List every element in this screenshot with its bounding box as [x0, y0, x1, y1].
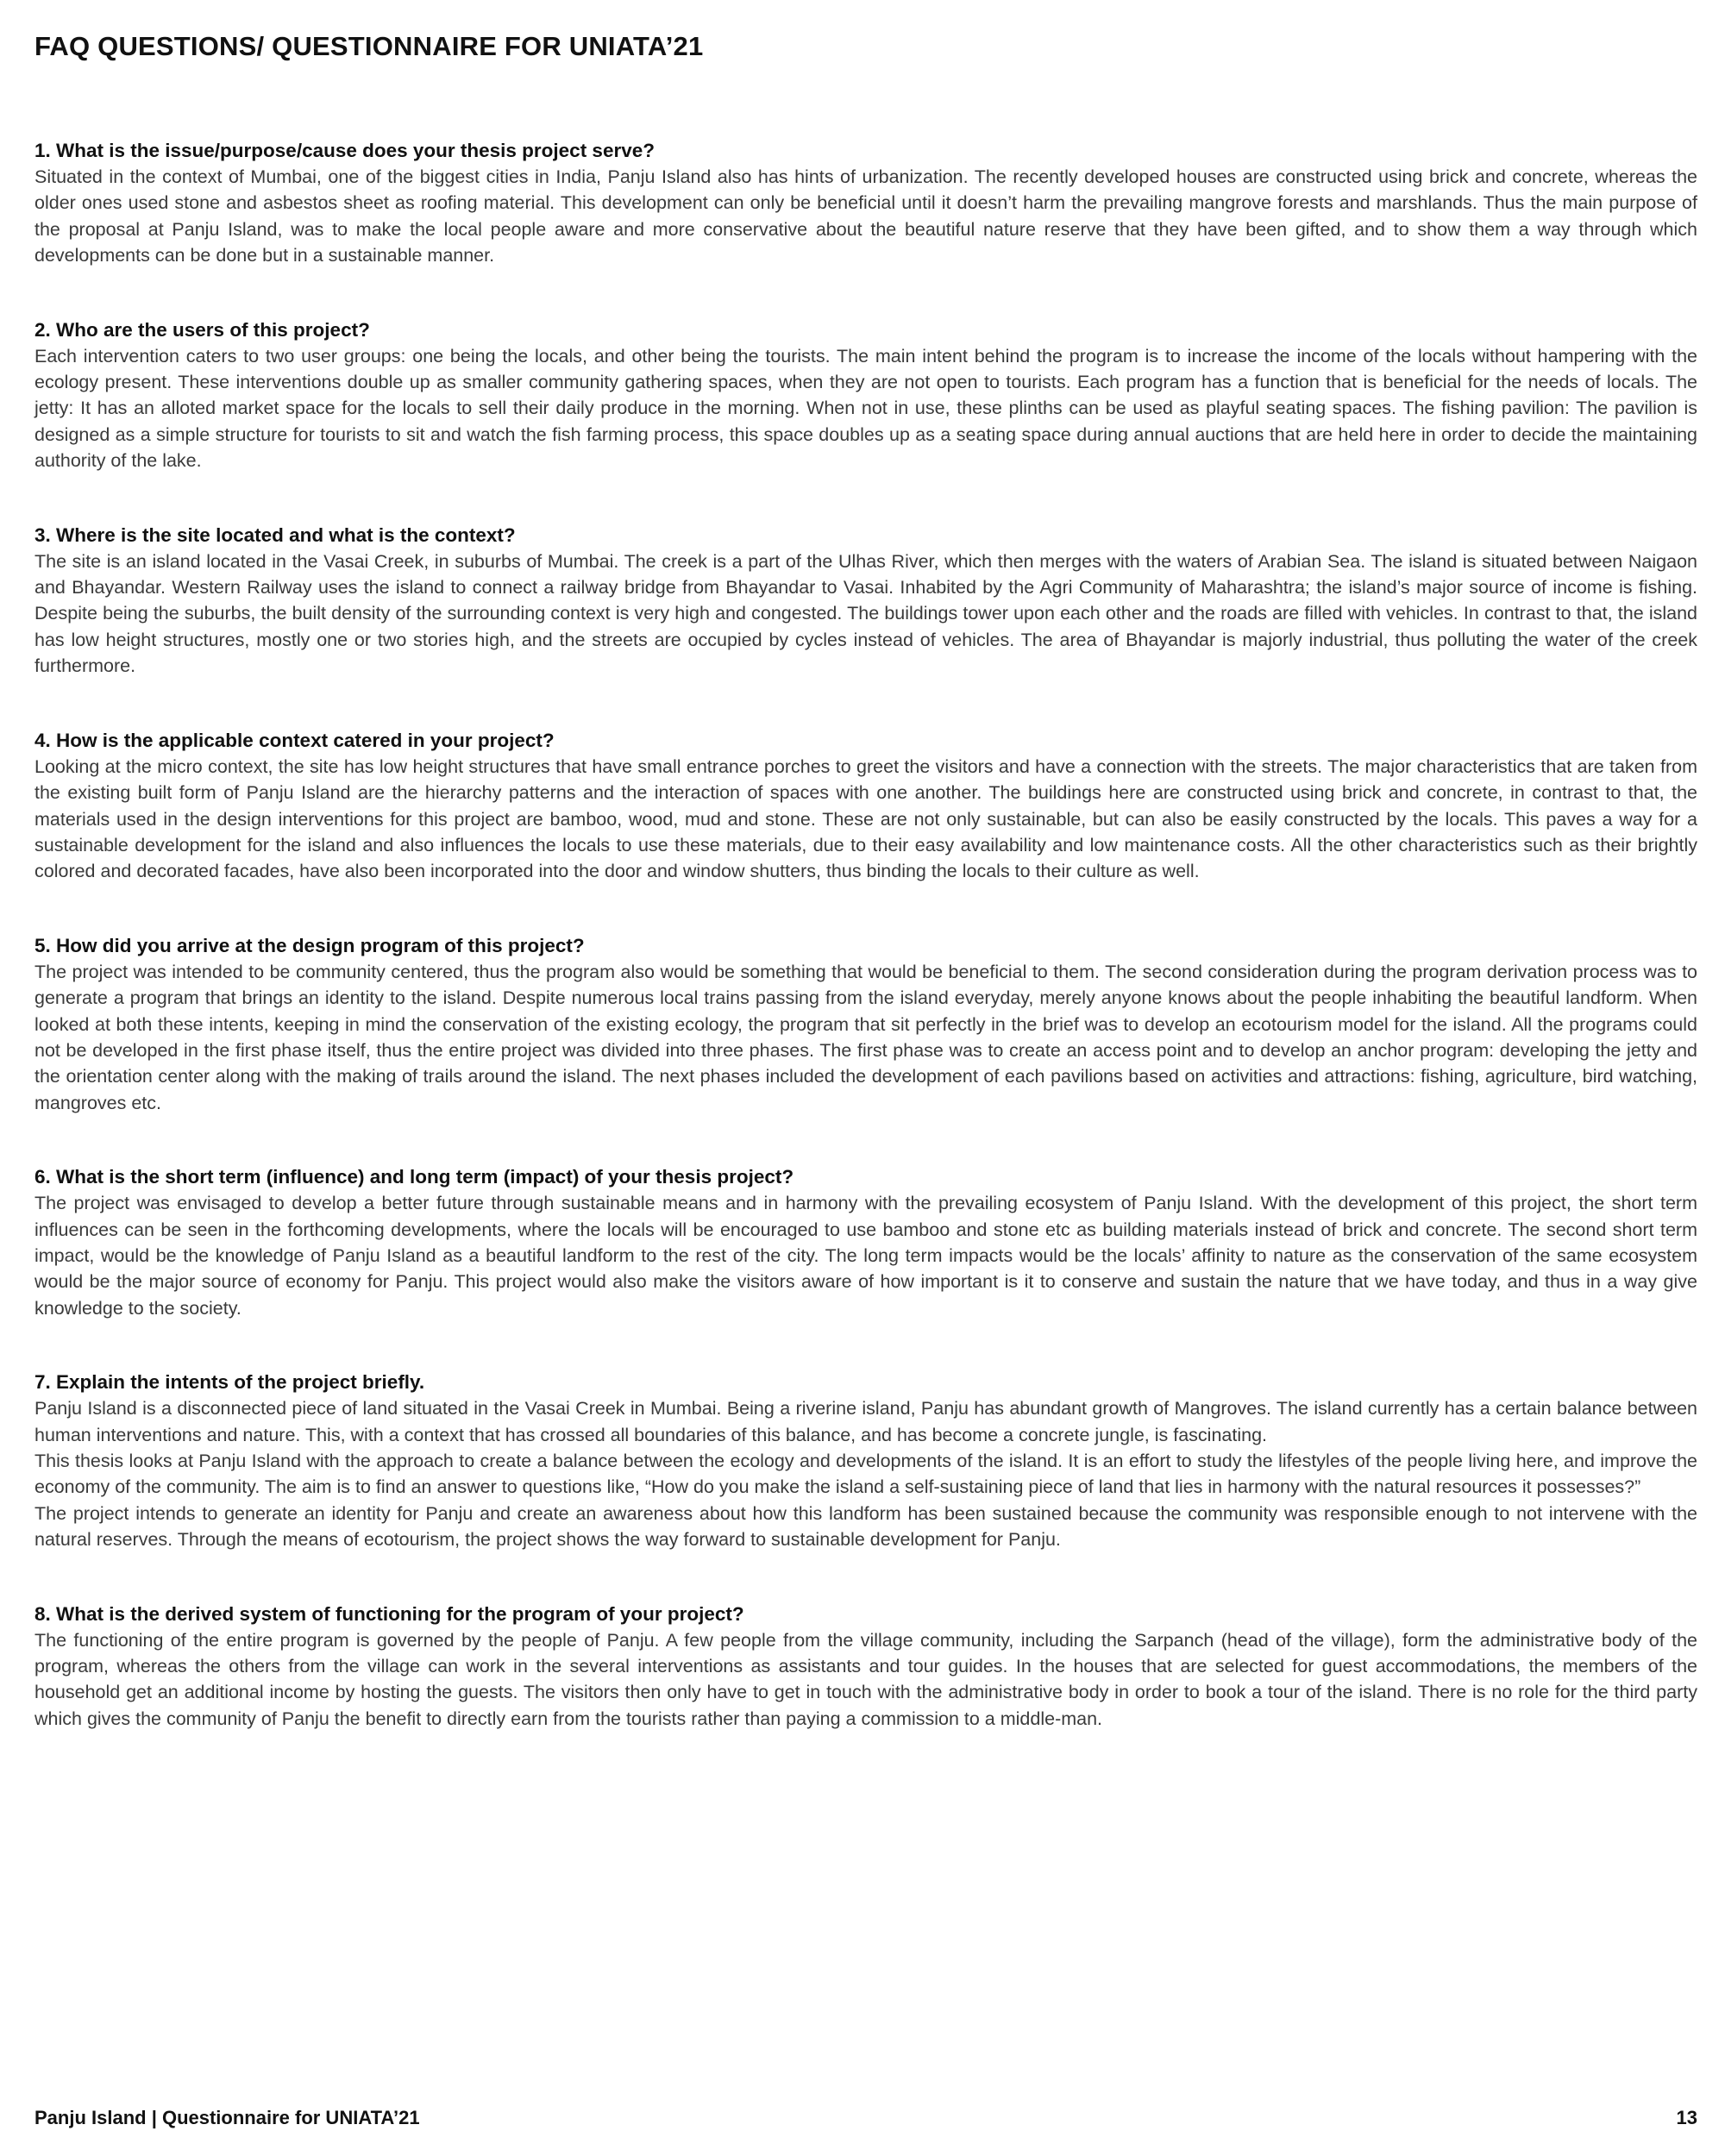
answer-paragraph: Looking at the micro context, the site has low height structures that have small entrance porches to greet the visitors and have a connection with the streets. The major characteristics that are taken from the existing built form of Panju Island are the hierarchy patterns and the interaction of spaces with one another. The buildings here are constructed using brick and concrete, in contrast to that, the materials used in the design interventions for this project are bamboo, wood, mud and stone. These are not only sustainable, but can also be easily constructed by the locals. This paves a way for a sustainable development for the island and also influences the locals to use these materials, due to their easy availability and low maintenance costs. All the other characteristics such as their brightly colored and decorated facades, have also been incorporated into the door and window shutters, thus binding the locals to their culture as well.	[34, 755, 1697, 882]
answer-paragraph: The project was intended to be community centered, thus the program also would be something that would be beneficial to them. The second consideration during the program derivation process was to generate a program that brings an identity to the island. Despite numerous local trains passing from the island everyday, merely anyone knows about the people inhabiting the beautiful landform. When looked at both these intents, keeping in mind the conservation of the existing ecology, the program that sit perfectly in the brief was to develop an ecotourism model for the island. All the programs could not be developed in the first phase itself, thus the entire project was divided into three phases. The first phase was to create an access point and to develop an anchor program: developing the jetty and the orientation center along with the making of trails around the island. The next phases included the development of each pavilions based on activities and attractions: fishing, agriculture, bird watching, mangroves etc.	[34, 961, 1697, 1113]
faq-item-7	[34, 1369, 1697, 1552]
answer-paragraph: Each intervention caters to two user groups: one being the locals, and other being the tourists. The main intent behind the program is to increase the income of the locals without hampering with the ecology present. These interventions double up as smaller community gathering spaces, when they are not open to tourists. Each program has a function that is beneficial for the needs of locals. The jetty: It has an alloted market space for the locals to sell their daily produce in the morning. When not in use, these plinths can be used as playful seating spaces. The fishing pavilion: The pavilion is designed as a simple structure for tourists to sit and watch the fish farming process, this space doubles up as a seating space during annual auctions that are held here in order to decide the maintaining authority of the lake.	[34, 345, 1697, 472]
faq-list	[34, 138, 1697, 1780]
faq-item-4	[34, 728, 1697, 885]
answer-paragraph: The project was envisaged to develop a better future through sustainable means and in harmony with the prevailing ecosystem of Panju Island. With the development of this project, the short term influences can be seen in the forthcoming developments, where the locals will be encouraged to use bamboo and stone etc as building materials instead of brick and concrete. The second short term impact, would be the knowledge of Panju Island as a beautiful landform to the rest of the city. The long term impacts would be the locals’ affinity to nature as the conservation of the same ecosystem would be the major source of economy for Panju. This project would also make the visitors aware of how important is it to conserve and sustain the nature that we have today, and thus in a way give knowledge to the society.	[34, 1193, 1697, 1319]
faq-item-5	[34, 933, 1697, 1116]
faq-question: 3. Where is the site located and what is the context?	[34, 523, 516, 546]
faq-item-2	[34, 317, 1697, 474]
page-title: FAQ QUESTIONS/ QUESTIONNAIRE FOR UNIATA’21	[34, 31, 704, 61]
faq-question: 5. How did you arrive at the design program of this project?	[34, 934, 585, 956]
faq-question: 7. Explain the intents of the project briefly.	[34, 1371, 425, 1394]
answer-paragraph: The functioning of the entire program is governed by the people of Panju. A few people from the village community, including the Sarpanch (head of the village), form the administrative body of the program, whereas the others from the village can work in the several interventions as assistants and tour guides. In the houses that are selected for guest accommodations, the members of the household get an additional income by hosting the guests. The visitors then only have to get in touch with the administrative body in order to book a tour of the island. There is no role for the third party which gives the community of Panju the benefit to directly earn from the tourists rather than paying a commission to a middle-man.	[34, 1629, 1697, 1729]
footer-title: Panju Island | Questionnaire for UNIATA’21	[34, 2107, 420, 2128]
faq-question: 2. Who are the users of this project?	[34, 318, 370, 341]
page-number: 13	[1676, 2107, 1697, 2128]
answer-paragraph: Situated in the context of Mumbai, one of the biggest cities in India, Panju Island also has hints of urbanization. The recently developed houses are constructed using brick and concrete, whereas the older ones used stone and asbestos sheet as roofing material. This development can only be beneficial until it doesn’t harm the prevailing mangrove forests and marshlands. Thus the main purpose of the proposal at Panju Island, was to make the local people aware and more conservative about the beautiful nature reserve that they have been gifted, and to show them a way through which developments can be done but in a sustainable manner.	[34, 166, 1697, 266]
answer-paragraph: The project intends to generate an identity for Panju and create an awareness about how this landform has been sustained because the community was responsible enough to not intervene with the natural reserves. Through the means of ecotourism, the project shows the way forward to sustainable development for Panju.	[34, 1502, 1697, 1551]
faq-item-3	[34, 523, 1697, 680]
faq-answer	[34, 343, 1697, 474]
faq-answer	[34, 548, 1697, 680]
faq-answer	[34, 1395, 1697, 1552]
faq-answer	[34, 164, 1697, 269]
answer-paragraph: This thesis looks at Panju Island with the approach to create a balance between the ecology and developments of the island. It is an effort to study the lifestyles of the people living here, and improve the economy of the community. The aim is to find an answer to questions like, “How do you make the island a self-sustaining piece of land that lies in harmony with the natural resources it possesses?”	[34, 1451, 1697, 1498]
faq-item-1	[34, 138, 1697, 269]
faq-item-6	[34, 1164, 1697, 1321]
faq-item-8	[34, 1601, 1697, 1733]
faq-answer	[34, 754, 1697, 885]
answer-paragraph: The site is an island located in the Vasai Creek, in suburbs of Mumbai. The creek is a part of the Ulhas River, which then merges with the waters of Arabian Sea. The island is situated between Naigaon and Bhayandar. Western Railway uses the island to connect a railway bridge from Bhayandar to Vasai. Inhabited by the Agri Community of Maharashtra; the island’s major source of income is fishing. Despite being the suburbs, the built density of the surrounding context is very high and congested. The buildings tower upon each other and the roads are filled with vehicles. In contrast to that, the island has low height structures, mostly one or two stories high, and the streets are occupied by cycles instead of vehicles. The area of Bhayandar is majorly industrial, thus polluting the water of the creek furthermore.	[34, 550, 1697, 677]
faq-question: 1. What is the issue/purpose/cause does your thesis project serve?	[34, 140, 655, 161]
faq-question: 8. What is the derived system of functioning for the program of your project?	[34, 1602, 744, 1625]
faq-answer	[34, 1627, 1697, 1733]
answer-paragraph: Panju Island is a disconnected piece of land situated in the Vasai Creek in Mumbai. Being a riverine island, Panju has abundant growth of Mangroves. The island currently has a certain balance between human interventions and nature. This, with a context that has crossed all boundaries of this balance, and has become a concrete jungle, is fascinating.	[34, 1398, 1697, 1445]
faq-answer	[34, 1190, 1697, 1321]
faq-question: 4. How is the applicable context catered in your project?	[34, 729, 555, 751]
faq-question: 6. What is the short term (influence) and long term (impact) of your thesis project?	[34, 1166, 794, 1188]
faq-answer	[34, 959, 1697, 1116]
